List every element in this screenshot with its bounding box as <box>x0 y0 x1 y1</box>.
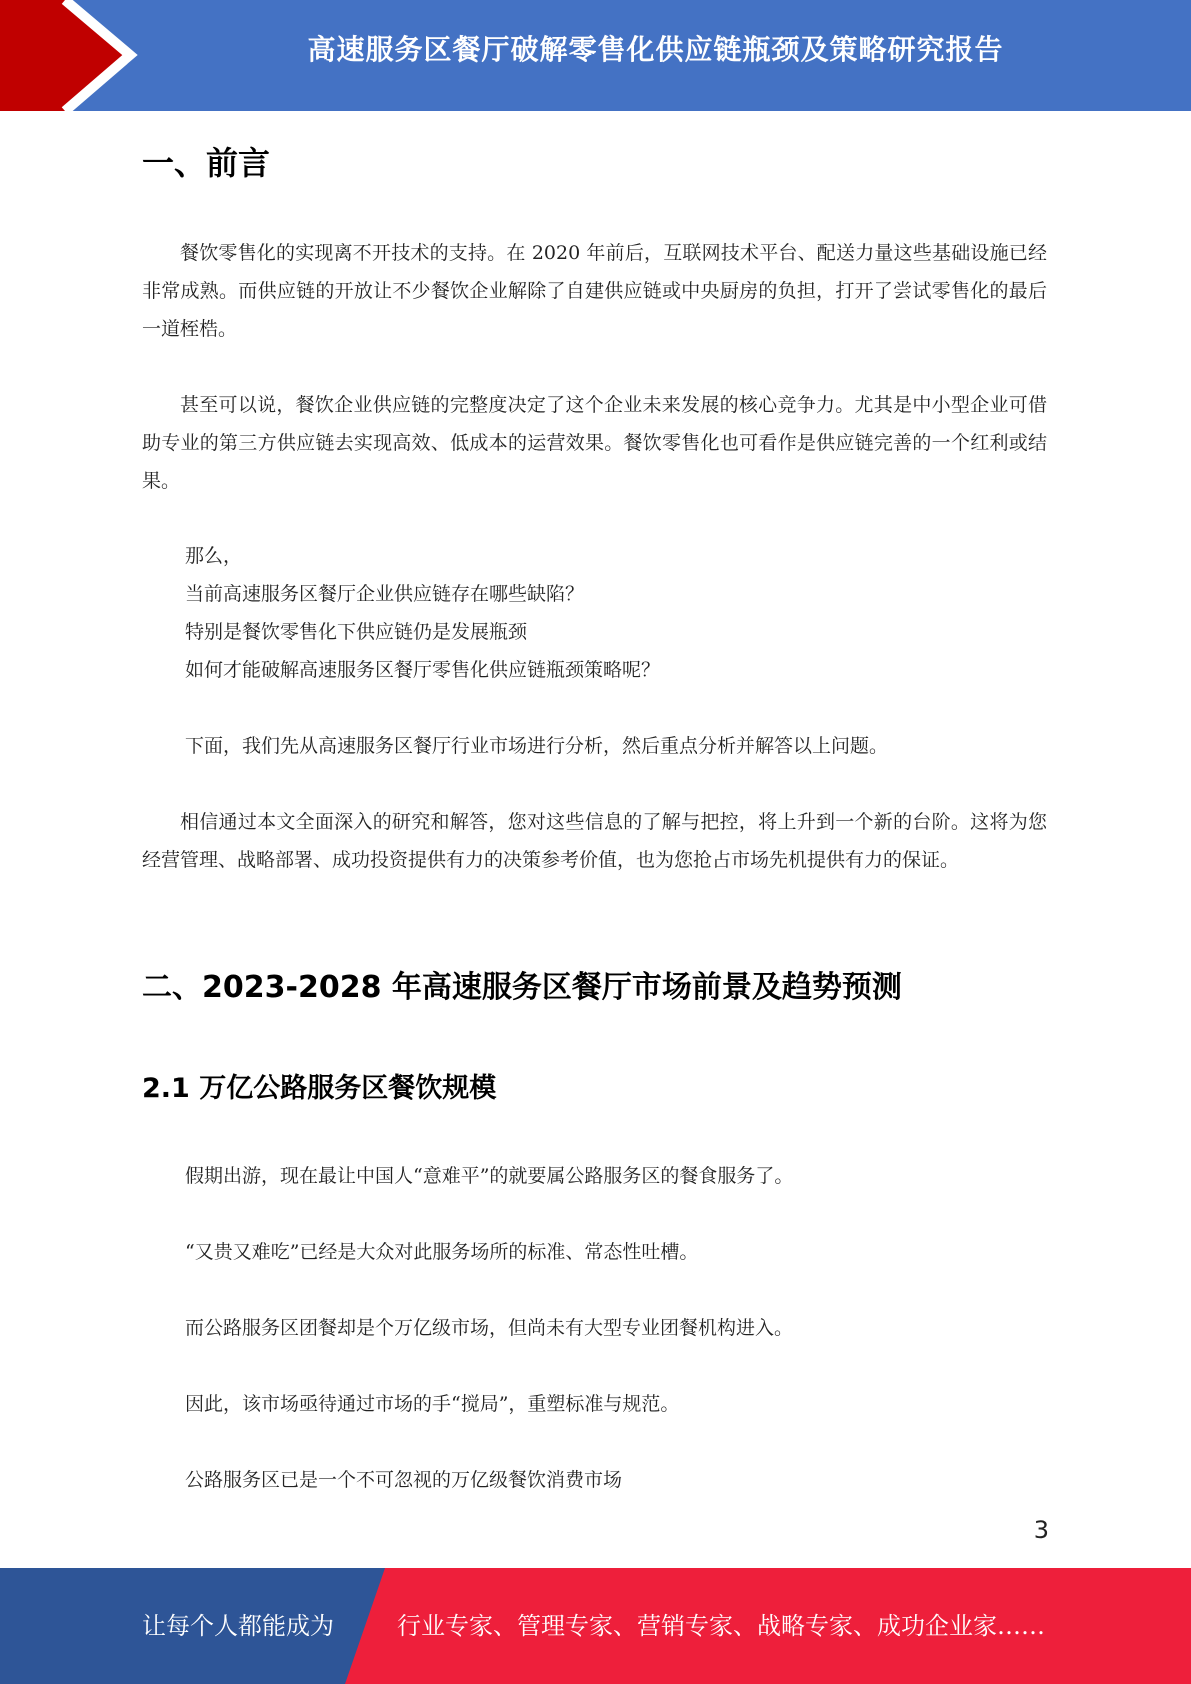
section1-paragraph-1: 餐饮零售化的实现离不开技术的支持。在 2020 年前后，互联网技术平台、配送力量这些基础设施已经非常成熟。而供应链的开放让不少餐饮企业解除了自建供应链或中央厨房的负担，打开了尝试零售化的最后一道桎梏。 <box>142 242 1047 340</box>
section2-1-line-4: 因此，该市场亟待通过市场的手“搅局”，重塑标准与规范。 <box>185 1393 680 1415</box>
section1-heading: 一、前言 <box>142 144 271 182</box>
section2-1-line-2: “又贵又难吃”已经是大众对此服务场所的标准、常态性吐槽。 <box>185 1241 699 1263</box>
question-line-3: 特别是餐饮零售化下供应链仍是发展瓶颈 <box>185 621 528 643</box>
section2-heading: 二、2023-2028 年高速服务区餐厅市场前景及趋势预测 <box>142 970 902 1005</box>
section1-closing-paragraph: 相信通过本文全面深入的研究和解答，您对这些信息的了解与把控，将上升到一个新的台阶。这将为您经营管理、战略部署、成功投资提供有力的决策参考价值，也为您抢占市场先机提供有力的保证。 <box>142 811 1047 871</box>
section2-1-heading: 2.1 万亿公路服务区餐饮规模 <box>142 1073 497 1104</box>
header-band <box>0 0 1191 111</box>
question-line-1: 那么， <box>185 545 243 567</box>
page-number: 3 <box>1033 1516 1049 1544</box>
question-line-4: 如何才能破解高速服务区餐厅零售化供应链瓶颈策略呢？ <box>185 659 661 681</box>
section2-1-line-5: 公路服务区已是一个不可忽视的万亿级餐饮消费市场 <box>185 1469 623 1491</box>
footer-band <box>0 1568 1191 1684</box>
section1-paragraph-2: 甚至可以说，餐饮企业供应链的完整度决定了这个企业未来发展的核心竞争力。尤其是中小型企业可借助专业的第三方供应链去实现高效、低成本的运营效果。餐饮零售化也可看作是供应链完善的一个红利或结果。 <box>142 394 1047 492</box>
footer-slogan-left: 让每个人都能成为 <box>142 1612 334 1640</box>
section2-1-line-1: 假期出游，现在最让中国人“意难平”的就要属公路服务区的餐食服务了。 <box>185 1165 794 1187</box>
section2-1-line-3: 而公路服务区团餐却是个万亿级市场，但尚未有大型专业团餐机构进入。 <box>185 1317 794 1339</box>
header-title: 高速服务区餐厅破解零售化供应链瓶颈及策略研究报告 <box>307 33 1004 66</box>
question-line-2: 当前高速服务区餐厅企业供应链存在哪些缺陷？ <box>185 583 585 605</box>
footer-slogan-right: 行业专家、管理专家、营销专家、战略专家、成功企业家…… <box>397 1612 1045 1640</box>
intro-line: 下面，我们先从高速服务区餐厅行业市场进行分析，然后重点分析并解答以上问题。 <box>185 735 889 757</box>
